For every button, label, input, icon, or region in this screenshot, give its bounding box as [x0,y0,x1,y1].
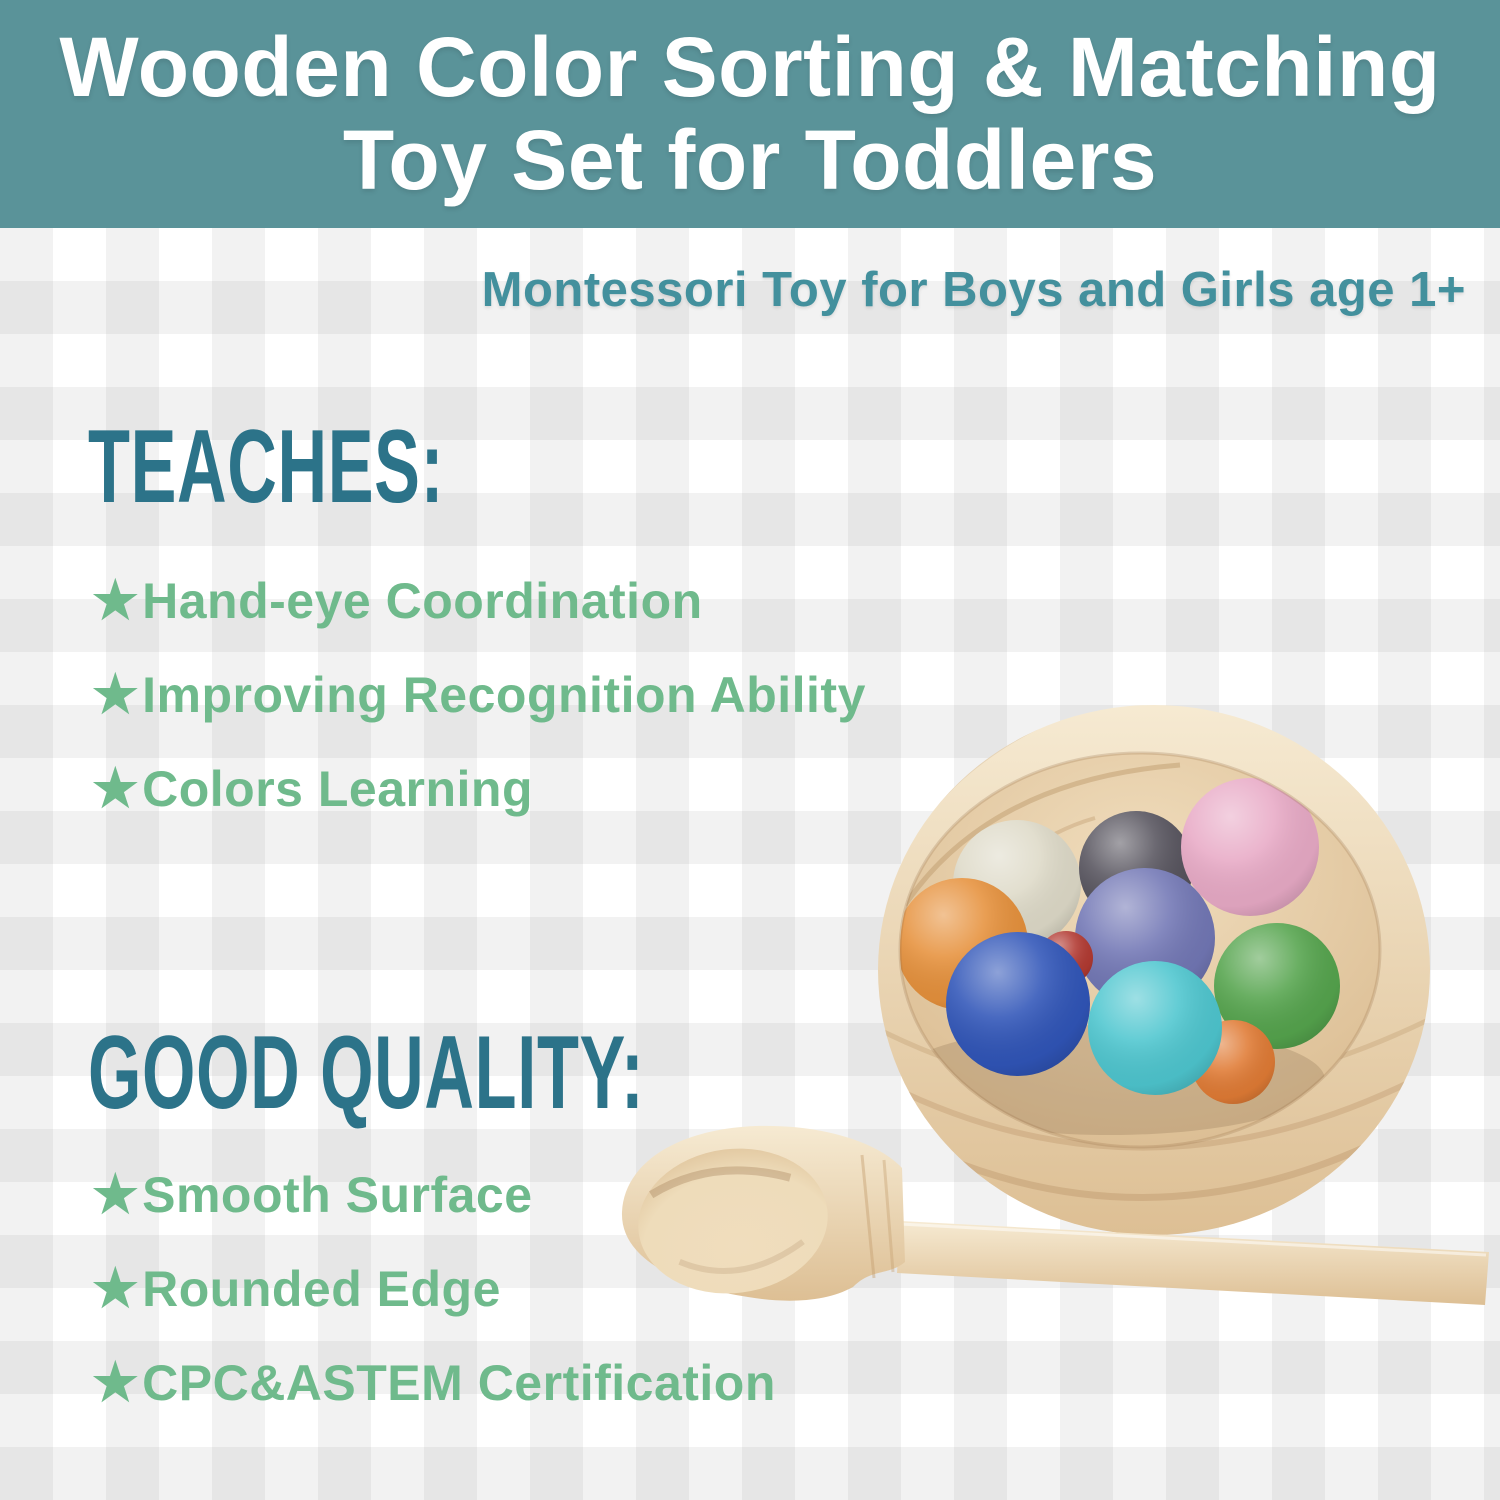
star-icon: ★ [92,666,140,724]
list-item-label: Colors Learning [142,761,533,817]
list-item-label: CPC&ASTEM Certification [142,1355,776,1411]
star-icon: ★ [92,1354,140,1412]
section-heading-good-quality: GOOD QUALITY: [88,1015,645,1131]
star-icon: ★ [92,572,140,630]
section-heading-teaches: TEACHES: [88,409,445,525]
spoon-handle [897,1221,1489,1305]
product-title-line-2: Toy Set for Toddlers [342,113,1158,207]
list-item-label: Hand-eye Coordination [142,573,703,629]
ball-royal-blue [946,932,1090,1076]
ball-cyan [1088,961,1222,1095]
list-item-label: Rounded Edge [142,1261,501,1317]
wooden-bowl [878,705,1430,1243]
star-icon: ★ [92,1166,140,1224]
product-title-line-1: Wooden Color Sorting & Matching [59,19,1441,114]
star-icon: ★ [92,1260,140,1318]
star-icon: ★ [92,760,140,818]
list-item-label: Improving Recognition Ability [142,667,866,723]
subtitle: Montessori Toy for Boys and Girls age 1+ [481,263,1466,317]
list-item-label: Smooth Surface [142,1167,533,1223]
